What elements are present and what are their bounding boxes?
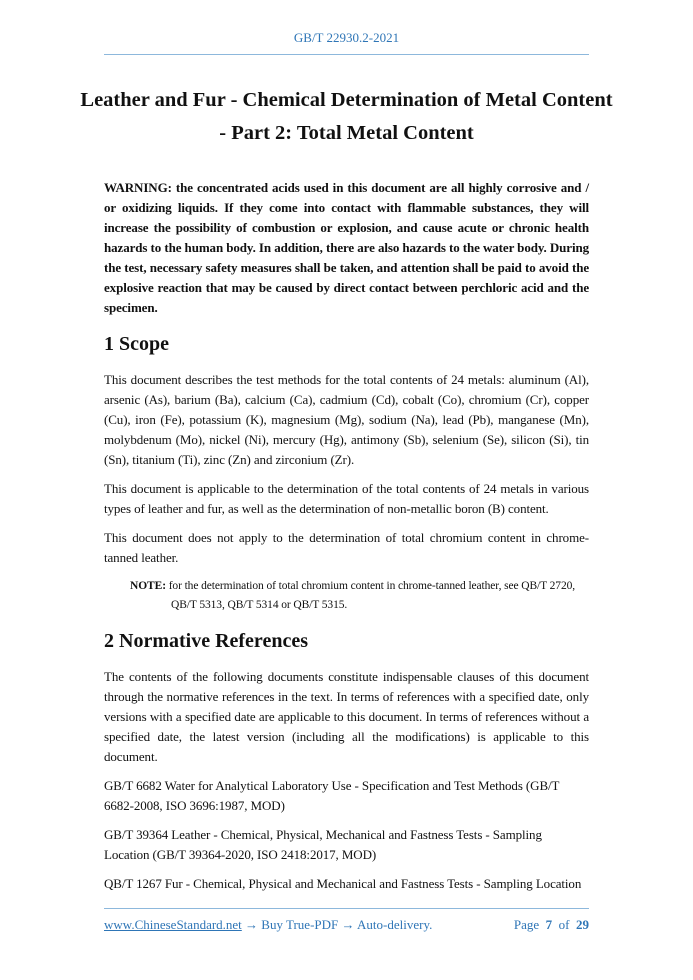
- document-title-line1: Leather and Fur - Chemical Determination of Metal Content: [80, 89, 613, 111]
- scope-note: [130, 577, 589, 615]
- current-page: 7: [545, 917, 553, 932]
- running-header: GB/T 22930.2-2021: [293, 30, 400, 45]
- scope-paragraph-2: This document is applicable to the determination of the total contents of 24 metals in various types of leather and fur, as well as the determination of non-metallic boron (B) content.: [104, 481, 589, 516]
- scope-paragraph-3: This document does not apply to the determination of total chromium content in chrome-tanned leather.: [104, 530, 589, 565]
- document-body: [80, 84, 613, 903]
- footer: [104, 917, 589, 933]
- footer-promo-text: → Buy True-PDF → Auto-delivery.: [241, 917, 433, 932]
- section-heading-normative-references: 2 Normative References: [104, 630, 308, 652]
- page-label: Page: [513, 917, 540, 932]
- note-label: NOTE:: [130, 580, 166, 592]
- normative-reference-item: GB/T 6682 Water for Analytical Laboratory Use - Specification and Test Methods (GB/T 6682-2008, ISO 3696:1987, MOD): [104, 778, 560, 813]
- scope-paragraph-1: This document describes the test methods for the total contents of 24 metals: aluminum (Al), arsenic (As), barium (Ba), calcium (Ca), cadmium (Cd), cobalt (Co), chromium (Cr), copper (Cu), iron (Fe), potassium (K), magnesium (Mg), sodium (Na), lead (Pb), manganese (Mn), molybdenum (Mo), nickel (Ni), mercury (Hg), antimony (Sb), selenium (Se), silicon (Si), tin (Sn), titanium (Ti), zinc (Zn) and zirconium (Zr).: [104, 372, 589, 467]
- page-of-label: of: [558, 917, 570, 932]
- note-text-line2: QB/T 5313, QB/T 5314 or QB/T 5315.: [171, 599, 348, 611]
- total-pages: 29: [576, 917, 589, 932]
- chinesestandard-link[interactable]: www.ChineseStandard.net: [104, 917, 242, 932]
- header-rule: [104, 54, 589, 55]
- page-indicator: [514, 917, 589, 933]
- document-title-line2: - Part 2: Total Metal Content: [219, 122, 474, 144]
- section-heading-scope: 1 Scope: [104, 333, 169, 355]
- warning-paragraph: WARNING: the concentrated acids used in this document are all highly corrosive and / or oxidizing liquids. If they come into contact with flammable substances, they will increase the possibility of combustion or explosion, and cause acute or chronic health hazards to the human body. In addition, there are also hazards to the water body. During the test, necessary safety measures shall be taken, and attention shall be paid to avoid the explosive reaction that may be caused by direct contact between perchloric acid and the specimen.: [104, 180, 589, 315]
- footer-rule: [104, 908, 589, 909]
- normative-reference-item: QB/T 1267 Fur - Chemical, Physical and Mechanical and Fastness Tests - Sampling Location: [104, 876, 582, 891]
- note-text-line1: for the determination of total chromium content in chrome-tanned leather, see QB/T 2720,: [168, 580, 576, 592]
- normative-intro-paragraph: The contents of the following documents constitute indispensable clauses of this document through the normative references in the text. In terms of references with a specified date, only versions with a specified date are applicable to this document. In terms of references without a specified date, the latest version (including all the modifications) is applicable to this document.: [104, 669, 589, 764]
- normative-reference-item: GB/T 39364 Leather - Chemical, Physical, Mechanical and Fastness Tests - Sampling Location (GB/T 39364-2020, ISO 2418:2017, MOD): [104, 827, 542, 862]
